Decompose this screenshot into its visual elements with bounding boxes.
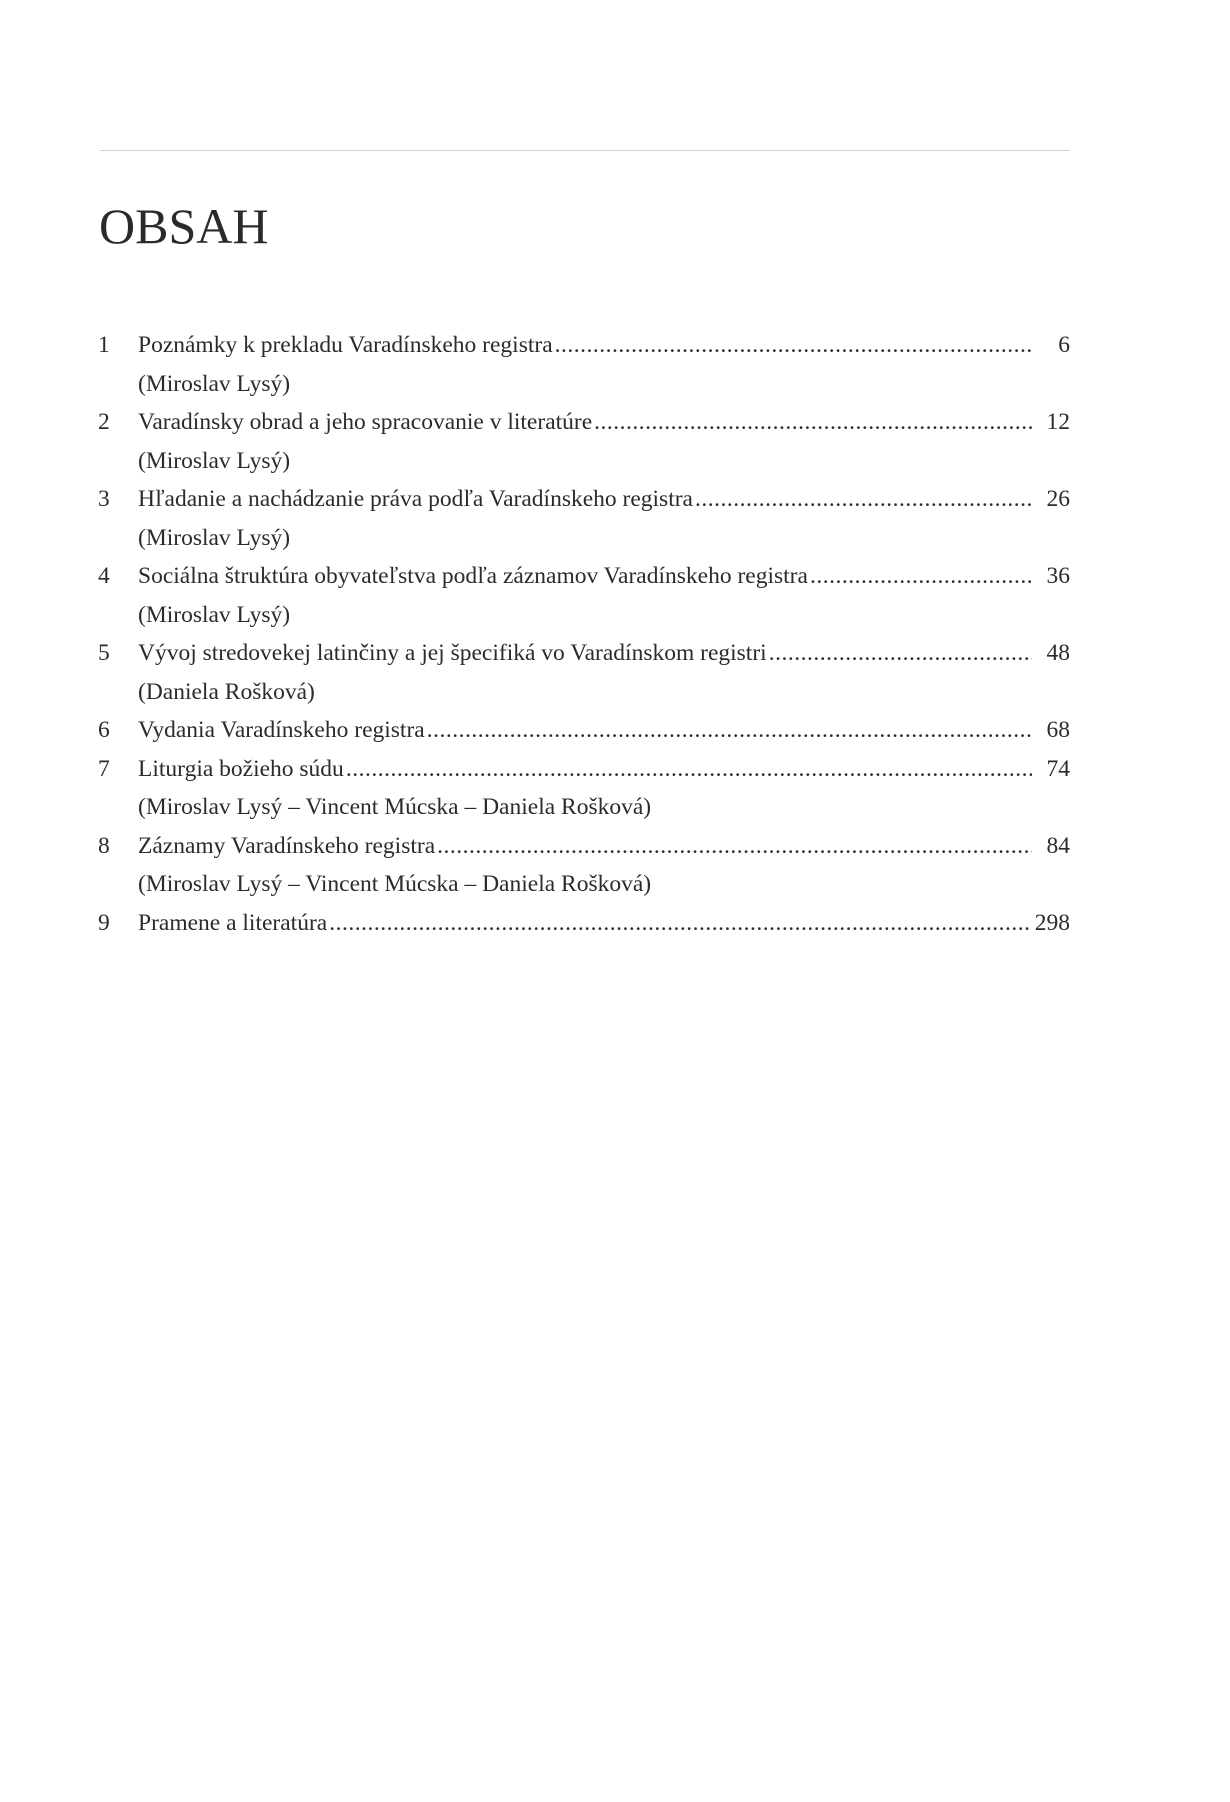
toc-number: 4 [98, 563, 110, 589]
toc-author: (Miroslav Lysý – Vincent Múcska – Daniela Rošková) [138, 794, 652, 820]
toc-title: Liturgia božieho súdu [138, 755, 344, 782]
toc-line [98, 711, 1070, 750]
dot-leader [437, 827, 1032, 866]
toc-author: (Daniela Rošková) [138, 678, 315, 705]
toc-line [98, 557, 1070, 596]
toc-author: (Miroslav Lysý) [138, 524, 291, 551]
toc-line [98, 403, 1070, 442]
toc-number: 9 [98, 909, 110, 936]
dot-leader [329, 904, 1031, 943]
toc-number: 1 [98, 332, 110, 358]
toc-number: 5 [98, 640, 110, 666]
toc-entry-8 [98, 827, 1070, 904]
toc-author: (Miroslav Lysý) [138, 370, 291, 397]
toc-page-number: 84 [1046, 832, 1070, 859]
toc-page-number: 26 [1046, 486, 1070, 512]
toc-page-number: 12 [1046, 409, 1070, 435]
toc-line [98, 326, 1070, 365]
toc-number: 3 [98, 486, 110, 512]
header-rule [100, 150, 1070, 151]
toc-entry-7 [98, 750, 1070, 827]
toc-page-number: 6 [1058, 332, 1070, 358]
dot-leader [769, 634, 1032, 673]
toc-entry-3 [98, 480, 1070, 557]
toc-title: Poznámky k prekladu Varadínskeho registra [138, 332, 553, 358]
toc-page-number: 298 [1034, 909, 1070, 936]
dot-leader [810, 557, 1032, 596]
toc-entry-4 [98, 557, 1070, 634]
toc-page-number: 36 [1046, 563, 1070, 589]
dot-leader [555, 326, 1032, 365]
toc-author: (Miroslav Lysý – Vincent Múcska – Daniela Rošková) [138, 871, 652, 897]
toc-title: Pramene a literatúra [138, 909, 328, 936]
dot-leader [346, 750, 1032, 789]
dot-leader [594, 403, 1032, 442]
toc-title: Vývoj stredovekej latinčiny a jej špecifiká vo Varadínskom registri [138, 640, 767, 666]
toc-title: Sociálna štruktúra obyvateľstva podľa záznamov Varadínskeho registra [138, 563, 808, 589]
toc-entry-5 [98, 634, 1070, 711]
dot-leader [427, 711, 1032, 750]
toc-title: Hľadanie a nachádzanie práva podľa Varadínskeho registra [138, 486, 693, 512]
toc-author: (Miroslav Lysý) [138, 601, 291, 628]
dot-leader [695, 480, 1032, 519]
toc-page-number: 74 [1046, 755, 1070, 782]
toc-line [98, 480, 1070, 519]
toc-line [98, 634, 1070, 673]
table-of-contents [98, 326, 1070, 942]
toc-entry-6 [98, 711, 1070, 750]
toc-number: 7 [98, 755, 110, 782]
toc-title: Vydania Varadínskeho registra [138, 717, 425, 743]
toc-number: 6 [98, 717, 110, 743]
page-title: OBSAH [99, 198, 269, 254]
toc-entry-1 [98, 326, 1070, 403]
toc-line [98, 827, 1070, 866]
toc-entry-2 [98, 403, 1070, 480]
toc-number: 2 [98, 409, 110, 435]
toc-number: 8 [98, 832, 110, 859]
toc-entry-9 [98, 904, 1070, 943]
toc-page-number: 68 [1046, 717, 1070, 743]
toc-title: Záznamy Varadínskeho registra [138, 832, 436, 859]
toc-page-number: 48 [1046, 640, 1070, 666]
toc-author: (Miroslav Lysý) [138, 447, 291, 474]
toc-line [98, 904, 1070, 943]
toc-title: Varadínsky obrad a jeho spracovanie v literatúre [138, 409, 593, 435]
toc-line [98, 750, 1070, 789]
